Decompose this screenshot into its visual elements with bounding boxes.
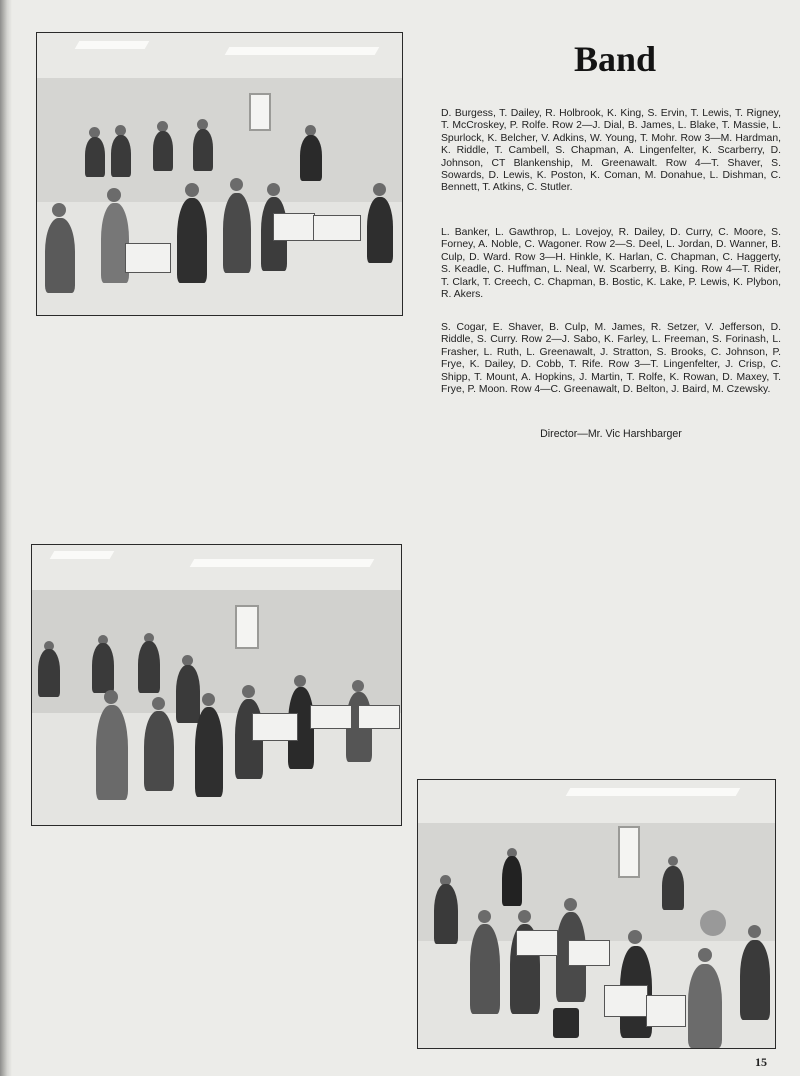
caption-photo-2: L. Banker, L. Gawthrop, L. Lovejoy, R. Dailey, D. Curry, C. Moore, S. Forney, A. Noble, C. Wagoner. Row 2—S. Deel, L. Jordan, D. Wanner, B. Culp, D. Ward. Row 3—H. Hinkle, K. Harlan, C. Chapman, C. Haggerty, S. Keadle, C. Huffman, L. Neal, W. Scarberry, B. King. Row 4—T. Rider, T. Clark, T. Creech, C. Chapman, B. Bostic, K. Lake, P. Lewis, K. Plybon, R. Akers.	[441, 227, 781, 301]
students-group	[32, 545, 401, 825]
band-photo-2	[31, 544, 402, 826]
students-group	[418, 780, 775, 1048]
caption-photo-3: S. Cogar, E. Shaver, B. Culp, M. James, R. Setzer, V. Jefferson, D. Riddle, S. Curry. Row 2—J. Sabo, K. Farley, L. Freeman, S. Forinash, L. Frasher, L. Ruth, L. Greenawalt, J. Stratton, S. Brooks, C. Johnson, P. Frye, K. Dailey, D. Cobb, T. Rife. Row 3—T. Lingenfelter, J. Crisp, C. Shipp, T. Mount, A. Hopkins, J. Martin, T. Rolfe, K. Rowan, D. Maxey, T. Frye, P. Moon. Row 4—C. Greenawalt, D. Belton, J. Baird, M. Czewsky.	[441, 322, 781, 396]
band-photo-1	[36, 32, 403, 316]
caption-photo-1: D. Burgess, T. Dailey, R. Holbrook, K. King, S. Ervin, T. Lewis, T. Rigney, T. McCroskey, P. Rolfe. Row 2—J. Dial, B. James, L. Blake, T. Massie, L. Spurlock, K. Belcher, V. Adkins, W. Young, T. Mohr. Row 3—M. Hardman, K. Riddle, T. Cambell, S. Chapman, A. Lingenfelter, K. Scarberry, D. Johnson, CT Blankenship, M. Greenawalt. Row 4—T. Shaver, S. Sowards, D. Lewis, K. Poston, K. Coman, M. Donahue, L. Dishman, C. Bennett, T. Atkins, C. Stutler.	[441, 108, 781, 194]
band-photo-3	[417, 779, 776, 1049]
page-title: Band	[573, 39, 657, 79]
page-number: 15	[755, 1055, 767, 1069]
director-credit: Director—Mr. Vic Harshbarger	[540, 428, 682, 440]
students-group	[37, 33, 402, 315]
binding-edge	[0, 0, 12, 1076]
